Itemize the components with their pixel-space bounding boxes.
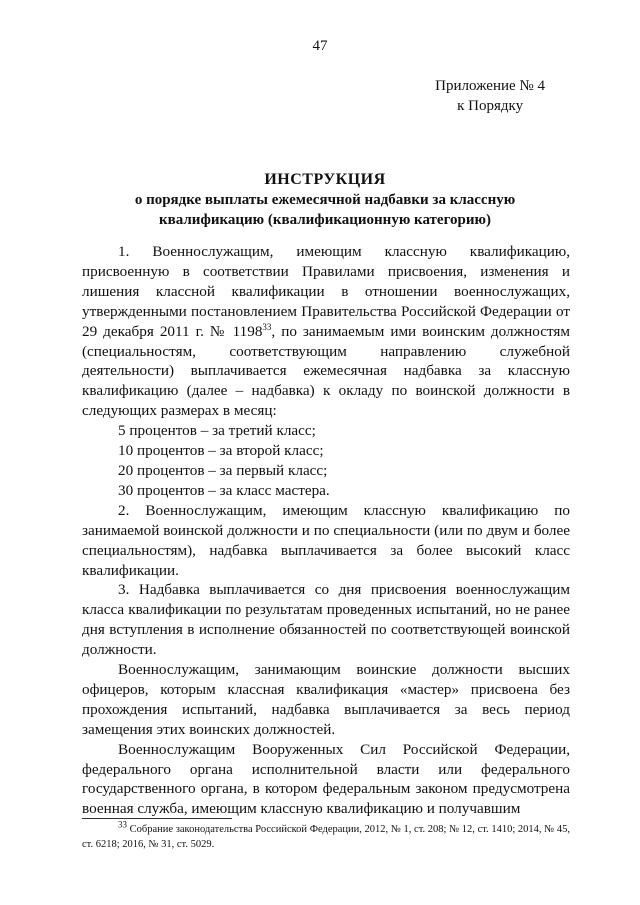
paragraph-1 xyxy=(82,242,570,421)
appendix-line-2: к Порядку xyxy=(457,98,524,114)
paragraph-5: Военнослужащим Вооруженных Сил Российской Федерации, федерального органа исполнительной власти или федерального государственного органа, в котором федеральным законом предусмотрена военная служба, имеющим классную квалификацию и получавшим xyxy=(82,740,570,818)
paragraph-4: Военнослужащим, занимающим воинские должности высших офицеров, которым классная квалификация «мастер» присвоена без прохождения испытаний, надбавка выплачивается за весь период замещения этих воинских должностей. xyxy=(82,661,570,738)
paragraph-1-text-a: 1. Военнослужащим, имеющим классную квалификацию, присвоенную в соответствии Правилами присвоения, изменения и лишения классной квалификации в отношении военнослужащих, утвержденными постановлением Правительства Российской Федерации от 29 декабря 2011 г. № 1198 xyxy=(82,243,570,340)
document-body xyxy=(82,242,570,819)
appendix-reference xyxy=(435,76,545,116)
page-number: 47 xyxy=(312,38,328,54)
list-item: 20 процентов – за первый класс; xyxy=(118,461,328,479)
title-line-1: ИНСТРУКЦИЯ xyxy=(264,171,386,188)
footnote-divider xyxy=(82,818,232,819)
list-item: 10 процентов – за второй класс; xyxy=(118,442,324,460)
footnote-reference: 33 xyxy=(262,321,272,332)
footnote-text: Собрание законодательства Российской Федерации, 2012, № 1, ст. 208; № 12, ст. 1410; 2014, № 45, ст. 6218; 2016, № 31, ст. 5029. xyxy=(82,824,570,850)
footnote xyxy=(82,819,570,852)
title-line-3: квалификацию (квалификационную категорию) xyxy=(159,212,491,228)
document-title xyxy=(80,170,570,230)
paragraph-1-text-b: , по занимаемым ими воинским должностям (специальностям, соответствующим направлению служебной деятельности) выплачивается ежемесячная надбавка за классную квалификацию (далее – надбавка) к окладу по воинской должности в следующих размерах в месяц: xyxy=(82,322,571,420)
list-item: 30 процентов – за класс мастера. xyxy=(118,481,330,499)
paragraph-2: 2. Военнослужащим, имеющим классную квалификацию по занимаемой воинской должности и по специальности (или по двум и более специальностям), надбавка выплачивается за более высокий класс квалификации. xyxy=(82,501,570,579)
paragraph-3: 3. Надбавка выплачивается со дня присвоения военнослужащим класса квалификации по результатам проведенных испытаний, но не ранее дня вступления в исполнение обязанностей по соответствующей воинской должности. xyxy=(82,581,570,659)
footnote-marker: 33 xyxy=(118,819,127,830)
appendix-line-1: Приложение № 4 xyxy=(435,78,545,94)
list-item: 5 процентов – за третий класс; xyxy=(118,422,316,440)
title-line-2: о порядке выплаты ежемесячной надбавки за классную xyxy=(134,192,516,208)
